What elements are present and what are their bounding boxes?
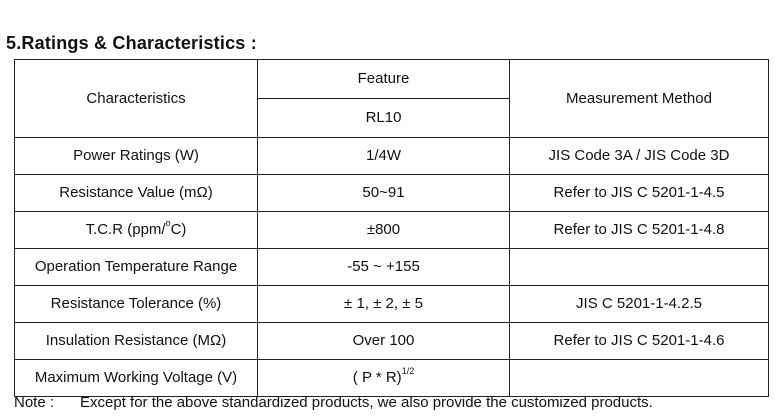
row-characteristic: Insulation Resistance (MΩ) <box>15 323 258 360</box>
header-measurement-method: Measurement Method <box>510 60 769 138</box>
row-characteristic <box>15 212 258 249</box>
row-feature-value: -55 ~ +155 <box>258 249 510 286</box>
header-characteristics: Characteristics <box>15 60 258 138</box>
row-feature-value: 1/4W <box>258 138 510 175</box>
row-measurement-method: Refer to JIS C 5201-1-4.6 <box>510 323 769 360</box>
row-measurement-method <box>510 360 769 397</box>
tcr-unit: C) <box>170 221 187 239</box>
row-feature-value <box>258 360 510 397</box>
row-feature-value: 50~91 <box>258 175 510 212</box>
row-measurement-method: Refer to JIS C 5201-1-4.5 <box>510 175 769 212</box>
row-feature-value: Over 100 <box>258 323 510 360</box>
section-heading: 5.Ratings & Characteristics : <box>6 33 257 53</box>
row-measurement-method: JIS C 5201-1-4.2.5 <box>510 286 769 323</box>
note-label: Note : <box>14 394 55 411</box>
row-characteristic: Resistance Tolerance (%) <box>15 286 258 323</box>
table-row <box>15 249 769 286</box>
row-characteristic: Resistance Value (mΩ) <box>15 175 258 212</box>
footnote <box>14 394 653 411</box>
exponent-superscript: 1/2 <box>401 366 415 377</box>
tcr-label: T.C.R (ppm/ <box>85 221 166 239</box>
table-row <box>15 138 769 175</box>
voltage-formula: ( P * R) <box>352 369 402 387</box>
header-feature: Feature <box>258 60 510 99</box>
table-row <box>15 175 769 212</box>
row-feature-value: ± 1, ± 2, ± 5 <box>258 286 510 323</box>
table-row <box>15 286 769 323</box>
row-measurement-method: JIS Code 3A / JIS Code 3D <box>510 138 769 175</box>
note-text: Except for the above standardized products, we also provide the customized products. <box>80 394 653 411</box>
row-measurement-method <box>510 249 769 286</box>
row-measurement-method: Refer to JIS C 5201-1-4.8 <box>510 212 769 249</box>
ratings-table <box>14 59 769 397</box>
row-characteristic: Power Ratings (W) <box>15 138 258 175</box>
table-row <box>15 212 769 249</box>
row-feature-value: ±800 <box>258 212 510 249</box>
table-header-row <box>15 60 769 99</box>
table-row <box>15 323 769 360</box>
table-row <box>15 360 769 397</box>
row-characteristic: Maximum Working Voltage (V) <box>15 360 258 397</box>
header-model: RL10 <box>258 99 510 138</box>
degree-superscript: o <box>165 218 171 229</box>
row-characteristic: Operation Temperature Range <box>15 249 258 286</box>
